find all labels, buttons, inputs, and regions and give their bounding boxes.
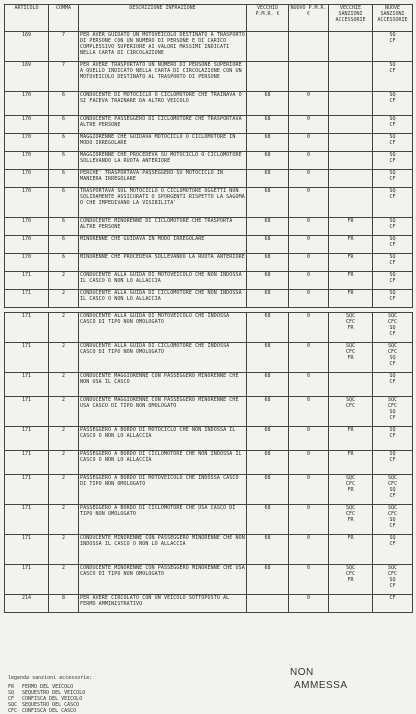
cell-nuove-sanzioni: SQ CF bbox=[373, 188, 413, 218]
cell-nuove-sanzioni: SQ CF bbox=[373, 218, 413, 236]
legend-title: legenda sanzioni accessorie: bbox=[8, 675, 93, 681]
cell-nuove-sanzioni: SQ CF bbox=[373, 92, 413, 116]
legend-code: SQC bbox=[8, 702, 18, 708]
cell-nuovo-pmr: 0 bbox=[289, 595, 329, 613]
cell-nuove-sanzioni: SQ CF bbox=[373, 535, 413, 565]
header-vecchie-sanzioni: VECCHIE SANZIONI ACCESSORIE bbox=[329, 5, 373, 32]
table-row bbox=[5, 32, 413, 62]
cell-descrizione: TRASPORTAVA SUL MOTOCICLO O CICLOMOTORE OGGETTI NON SOLIDAMENTE ASSICURATI O SPORGENTI RISPETTO LA SAGOMA O CHE IMPEDIVANO LA VISIBILITA' bbox=[79, 188, 247, 218]
cell-nuovo-pmr: 0 bbox=[289, 427, 329, 451]
cell-vecchio-pmr: 68 bbox=[247, 218, 289, 236]
cell-comma: 2 bbox=[49, 290, 79, 308]
table-row bbox=[5, 170, 413, 188]
cell-vecchio-pmr: 68 bbox=[247, 313, 289, 343]
cell-vecchio-pmr: 68 bbox=[247, 373, 289, 397]
cell-vecchio-pmr: 68 bbox=[247, 290, 289, 308]
cell-vecchie-sanzioni bbox=[329, 92, 373, 116]
cell-comma: 2 bbox=[49, 373, 79, 397]
cell-vecchie-sanzioni: FR bbox=[329, 236, 373, 254]
cell-vecchie-sanzioni bbox=[329, 62, 373, 92]
cell-comma: 7 bbox=[49, 62, 79, 92]
cell-comma: 6 bbox=[49, 218, 79, 236]
cell-vecchio-pmr: 68 bbox=[247, 565, 289, 595]
cell-nuove-sanzioni: SQC CFC SQ CF bbox=[373, 475, 413, 505]
cell-nuovo-pmr: 0 bbox=[289, 397, 329, 427]
cell-vecchie-sanzioni bbox=[329, 595, 373, 613]
cell-vecchio-pmr: 68 bbox=[247, 152, 289, 170]
cell-articolo: 171 bbox=[5, 475, 49, 505]
cell-nuovo-pmr: 0 bbox=[289, 218, 329, 236]
cell-comma: 2 bbox=[49, 313, 79, 343]
cell-vecchie-sanzioni: FR bbox=[329, 535, 373, 565]
cell-vecchie-sanzioni bbox=[329, 373, 373, 397]
cell-descrizione: CONDUCENTE MINORENNE CON PASSEGGERO MINORENNE CHE NON INDOSSA IL CASCO O NON LO ALLACCIA bbox=[79, 535, 247, 565]
table-body bbox=[5, 32, 413, 613]
infractions-table bbox=[4, 4, 413, 613]
cell-nuove-sanzioni: SQ CF bbox=[373, 427, 413, 451]
cell-nuove-sanzioni: SQ CF bbox=[373, 290, 413, 308]
cell-descrizione: PER AVERE CIRCOLATO CON UN VEICOLO SOTTOPOSTO AL FERMO AMMINISTRATIVO bbox=[79, 595, 247, 613]
cell-descrizione: CONDUCENTE PASSEGGERO DI CICLOMOTORE CHE TRASPORTAVA ALTRE PERSONE bbox=[79, 116, 247, 134]
cell-nuove-sanzioni: SQ CF bbox=[373, 134, 413, 152]
cell-comma: 2 bbox=[49, 451, 79, 475]
cell-comma: 6 bbox=[49, 116, 79, 134]
cell-vecchie-sanzioni bbox=[329, 188, 373, 218]
cell-nuove-sanzioni: SQ CF bbox=[373, 236, 413, 254]
cell-vecchio-pmr: 68 bbox=[247, 343, 289, 373]
table-row bbox=[5, 535, 413, 565]
cell-articolo: 171 bbox=[5, 535, 49, 565]
cell-descrizione: MINORENNE CHE PROCEDEVA SOLLEVANDO LA RUOTA ANTERIORE bbox=[79, 254, 247, 272]
cell-vecchio-pmr: 68 bbox=[247, 254, 289, 272]
non-ammessa-line-2: AMMESSA bbox=[294, 680, 348, 691]
cell-descrizione: MINORENNE CHE GUIDAVA IN MODO IRREGOLARE bbox=[79, 236, 247, 254]
cell-articolo: 171 bbox=[5, 290, 49, 308]
cell-nuove-sanzioni: SQC CFC SQ CF bbox=[373, 505, 413, 535]
cell-nuove-sanzioni: SQC CFC SQ CF bbox=[373, 397, 413, 427]
cell-descrizione: PASSEGGERO A BORDO DI CICLOMOTORE CHE NON INDOSSA IL CASCO O NON LO ALLACCIA bbox=[79, 451, 247, 475]
cell-nuovo-pmr: 0 bbox=[289, 236, 329, 254]
table-row bbox=[5, 397, 413, 427]
table-row bbox=[5, 565, 413, 595]
cell-vecchio-pmr bbox=[247, 62, 289, 92]
table-row bbox=[5, 451, 413, 475]
header-descrizione: DESCRIZIONE INFRAZIONE bbox=[79, 5, 247, 32]
cell-articolo: 171 bbox=[5, 427, 49, 451]
cell-articolo: 170 bbox=[5, 188, 49, 218]
cell-nuove-sanzioni: SQ CF bbox=[373, 451, 413, 475]
cell-articolo: 170 bbox=[5, 236, 49, 254]
header-articolo: ARTICOLO bbox=[5, 5, 49, 32]
cell-vecchio-pmr: 68 bbox=[247, 188, 289, 218]
cell-descrizione: CONDUCENTE MAGGIORENNE CON PASSEGGERO MINORENNE CHE NON USA IL CASCO bbox=[79, 373, 247, 397]
cell-nuove-sanzioni: SQ CF bbox=[373, 373, 413, 397]
cell-articolo: 170 bbox=[5, 218, 49, 236]
cell-descrizione: PER AVERE TRASPORTATO UN NUMERO DI PERSONE SUPERIORE A QUELLO INDICATO NELLA CARTA DI CIRCOLAZIONE CON UN MOTOVEICOLO DESTINATO AL TRASPORTO DI PERSONE bbox=[79, 62, 247, 92]
cell-articolo: 214 bbox=[5, 595, 49, 613]
table-row bbox=[5, 152, 413, 170]
cell-vecchio-pmr: 68 bbox=[247, 92, 289, 116]
cell-nuovo-pmr: 0 bbox=[289, 254, 329, 272]
cell-nuovo-pmr: 0 bbox=[289, 373, 329, 397]
cell-vecchie-sanzioni bbox=[329, 170, 373, 188]
cell-nuove-sanzioni: CF bbox=[373, 595, 413, 613]
table-row bbox=[5, 116, 413, 134]
cell-comma: 8 bbox=[49, 595, 79, 613]
cell-nuovo-pmr: 0 bbox=[289, 313, 329, 343]
cell-comma: 6 bbox=[49, 170, 79, 188]
table-row bbox=[5, 62, 413, 92]
cell-comma: 6 bbox=[49, 236, 79, 254]
legend-code: CFC bbox=[8, 708, 18, 714]
table-row bbox=[5, 373, 413, 397]
cell-vecchio-pmr bbox=[247, 595, 289, 613]
cell-descrizione: PER AVER GUIDATO UN MOTOVEICOLO DESTINATO A TRASPORTO DI PERSONE CON UN NUMERO DI PERSONE E DI CARICO COMPLESSIVO SUPERIORE AI VALORI MASSIMI INDICATI NELLA CARTA DI CIRCOLAZIONE bbox=[79, 32, 247, 62]
cell-articolo: 169 bbox=[5, 32, 49, 62]
header-comma: COMMA bbox=[49, 5, 79, 32]
cell-nuove-sanzioni: SQC CFC SQ CF bbox=[373, 313, 413, 343]
cell-descrizione: PERCHE' TRASPORTAVA PASSEGGERO SU MOTOCICLO IN MANIERA IRREGOLARE bbox=[79, 170, 247, 188]
cell-descrizione: CONDUCENTE ALLA GUIDA DI CICLOMOTORE CHE INDOSSA CASCO DI TIPO NON OMOLOGATO bbox=[79, 343, 247, 373]
cell-nuovo-pmr: 0 bbox=[289, 505, 329, 535]
non-ammessa-note bbox=[290, 666, 348, 692]
legend-text: SEQUESTRO DEL CASCO bbox=[22, 702, 80, 708]
cell-comma: 6 bbox=[49, 134, 79, 152]
table-row bbox=[5, 290, 413, 308]
cell-descrizione: CONDUCENTE ALLA GUIDA DI MOTOVEICOLO CHE NON INDOSSA IL CASCO O NON LO ALLACCIA bbox=[79, 272, 247, 290]
cell-articolo: 170 bbox=[5, 92, 49, 116]
cell-articolo: 170 bbox=[5, 116, 49, 134]
cell-vecchie-sanzioni bbox=[329, 152, 373, 170]
cell-articolo: 170 bbox=[5, 254, 49, 272]
table-row bbox=[5, 313, 413, 343]
cell-descrizione: CONDUCENTE DI MOTOCICLO O CICLOMOTORE CHE TRAINAVA O SI FACEVA TRAINARE DA ALTRO VEICOLO bbox=[79, 92, 247, 116]
legend-text: CONFISCA DEL VEICOLO bbox=[22, 696, 83, 702]
cell-vecchio-pmr: 68 bbox=[247, 170, 289, 188]
cell-nuove-sanzioni: SQ CF bbox=[373, 170, 413, 188]
cell-nuovo-pmr: 0 bbox=[289, 92, 329, 116]
legend bbox=[8, 675, 248, 714]
cell-vecchio-pmr: 68 bbox=[247, 116, 289, 134]
cell-descrizione: CONDUCENTE ALLA GUIDA DI CICLOMOTORE CHE NON INDOSSA IL CASCO O NON LO ALLACCIA bbox=[79, 290, 247, 308]
cell-descrizione: CONDUCENTE MINORENNE DI CICLOMOTORE CHE TRASPORTA ALTRE PERSONE bbox=[79, 218, 247, 236]
cell-articolo: 171 bbox=[5, 343, 49, 373]
cell-nuove-sanzioni: SQC CFC SQ CF bbox=[373, 565, 413, 595]
cell-nuovo-pmr: 0 bbox=[289, 475, 329, 505]
cell-vecchio-pmr: 68 bbox=[247, 451, 289, 475]
cell-articolo: 170 bbox=[5, 170, 49, 188]
cell-vecchie-sanzioni: SQC CFC FR bbox=[329, 505, 373, 535]
cell-vecchio-pmr: 68 bbox=[247, 535, 289, 565]
cell-vecchie-sanzioni bbox=[329, 134, 373, 152]
cell-nuovo-pmr: 0 bbox=[289, 451, 329, 475]
cell-vecchie-sanzioni: FR bbox=[329, 427, 373, 451]
cell-vecchie-sanzioni: SQC CFC FR bbox=[329, 313, 373, 343]
cell-nuove-sanzioni: SQ CF bbox=[373, 62, 413, 92]
cell-vecchie-sanzioni: SQC CFC FR bbox=[329, 565, 373, 595]
cell-comma: 2 bbox=[49, 397, 79, 427]
cell-articolo: 169 bbox=[5, 62, 49, 92]
cell-vecchio-pmr: 68 bbox=[247, 475, 289, 505]
cell-comma: 2 bbox=[49, 565, 79, 595]
cell-nuove-sanzioni: SQ CF bbox=[373, 254, 413, 272]
cell-comma: 6 bbox=[49, 152, 79, 170]
cell-comma: 2 bbox=[49, 343, 79, 373]
legend-text: FERMO DEL VEICOLO bbox=[22, 684, 74, 690]
table-row bbox=[5, 427, 413, 451]
table-row bbox=[5, 254, 413, 272]
cell-vecchie-sanzioni: FR bbox=[329, 218, 373, 236]
cell-descrizione: PASSEGGERO A BORDO DI MOTOVEICOLO CHE INDOSSA CASCO DI TIPO NON OMOLOGATO bbox=[79, 475, 247, 505]
cell-nuovo-pmr: 0 bbox=[289, 535, 329, 565]
cell-comma: 2 bbox=[49, 505, 79, 535]
cell-vecchio-pmr: 68 bbox=[247, 427, 289, 451]
cell-descrizione: MAGGIORENNE CHE PROCEDEVA SU MOTOCICLO O CICLOMOTORE SOLLEVANDO LA RUOTA ANTERIORE bbox=[79, 152, 247, 170]
infractions-table-container bbox=[4, 4, 412, 613]
header-nuove-sanzioni: NUOVE SANZIONI ACCESSORIE bbox=[373, 5, 413, 32]
cell-descrizione: CONDUCENTE ALLA GUIDA DI MOTOVEICOLO CHE INDOSSA CASCO DI TIPO NON OMOLOGATO bbox=[79, 313, 247, 343]
cell-vecchio-pmr bbox=[247, 32, 289, 62]
cell-vecchie-sanzioni bbox=[329, 116, 373, 134]
cell-vecchio-pmr: 68 bbox=[247, 505, 289, 535]
cell-comma: 2 bbox=[49, 427, 79, 451]
non-ammessa-line-1: NON bbox=[290, 667, 314, 678]
cell-vecchio-pmr: 68 bbox=[247, 236, 289, 254]
cell-articolo: 170 bbox=[5, 134, 49, 152]
cell-articolo: 171 bbox=[5, 565, 49, 595]
cell-vecchie-sanzioni: SQC CFC FR bbox=[329, 343, 373, 373]
cell-articolo: 171 bbox=[5, 451, 49, 475]
cell-descrizione: CONDUCENTE MAGGIORENNE CON PASSEGGERO MINORENNE CHE USA CASCO DI TIPO NON OMOLOGATO bbox=[79, 397, 247, 427]
header-vecchio-pmr: VECCHIO P.M.R. € bbox=[247, 5, 289, 32]
cell-articolo: 171 bbox=[5, 272, 49, 290]
table-header-row bbox=[5, 5, 413, 32]
cell-articolo: 171 bbox=[5, 505, 49, 535]
cell-comma: 2 bbox=[49, 475, 79, 505]
cell-comma: 2 bbox=[49, 272, 79, 290]
legend-text: SEQUESTRO DEL VEICOLO bbox=[22, 690, 86, 696]
cell-descrizione: CONDUCENTE MINORENNE CON PASSEGGERO MINORENNE CHE USA CASCO DI TIPO NON OMOLOGATO bbox=[79, 565, 247, 595]
cell-nuovo-pmr: 0 bbox=[289, 116, 329, 134]
legend-code: CF bbox=[8, 696, 15, 702]
table-row bbox=[5, 595, 413, 613]
cell-comma: 6 bbox=[49, 92, 79, 116]
cell-vecchie-sanzioni bbox=[329, 32, 373, 62]
cell-nuove-sanzioni: SQ CF bbox=[373, 116, 413, 134]
cell-articolo: 170 bbox=[5, 152, 49, 170]
cell-nuovo-pmr: 0 bbox=[289, 565, 329, 595]
cell-comma: 6 bbox=[49, 254, 79, 272]
cell-vecchie-sanzioni: FR bbox=[329, 451, 373, 475]
cell-descrizione: PASSEGGERO A BORDO DI MOTOCICLO CHE NON INDOSSA IL CASCO O NON LO ALLACCIA bbox=[79, 427, 247, 451]
legend-text: CONFISCA DEL CASCO bbox=[22, 708, 77, 714]
legend-code: FR bbox=[8, 684, 15, 690]
cell-descrizione: MAGGIORENNE CHE GUIDAVA MOTOCICLO O CICLOMOTORE IN MODO IRREGOLARE bbox=[79, 134, 247, 152]
cell-vecchie-sanzioni: FR bbox=[329, 272, 373, 290]
legend-items bbox=[8, 684, 248, 714]
cell-articolo: 171 bbox=[5, 373, 49, 397]
table-row bbox=[5, 343, 413, 373]
table-row bbox=[5, 134, 413, 152]
cell-nuove-sanzioni: SQ CF bbox=[373, 32, 413, 62]
cell-articolo: 171 bbox=[5, 313, 49, 343]
cell-nuovo-pmr: 0 bbox=[289, 170, 329, 188]
cell-nuove-sanzioni: SQC CFC SQ CF bbox=[373, 343, 413, 373]
cell-nuove-sanzioni: SQ CF bbox=[373, 152, 413, 170]
table-row bbox=[5, 218, 413, 236]
cell-comma: 7 bbox=[49, 32, 79, 62]
cell-comma: 6 bbox=[49, 188, 79, 218]
cell-vecchie-sanzioni: SQC CFC FR bbox=[329, 475, 373, 505]
cell-nuovo-pmr: 0 bbox=[289, 272, 329, 290]
cell-nuovo-pmr bbox=[289, 62, 329, 92]
table-row bbox=[5, 236, 413, 254]
cell-nuovo-pmr: 0 bbox=[289, 152, 329, 170]
cell-nuovo-pmr bbox=[289, 32, 329, 62]
header-nuovo-pmr: NUOVO P.M.R. € bbox=[289, 5, 329, 32]
table-row bbox=[5, 475, 413, 505]
cell-vecchie-sanzioni: FR bbox=[329, 254, 373, 272]
legend-code: SQ bbox=[8, 690, 15, 696]
cell-vecchio-pmr: 68 bbox=[247, 134, 289, 152]
cell-vecchio-pmr: 68 bbox=[247, 272, 289, 290]
cell-descrizione: PASSEGGERO A BORDO DI CICLOMOTORE CHE USA CASCO DI TIPO NON OMOLOGATO bbox=[79, 505, 247, 535]
table-row bbox=[5, 272, 413, 290]
cell-vecchio-pmr: 68 bbox=[247, 397, 289, 427]
cell-nuove-sanzioni: SQ CF bbox=[373, 272, 413, 290]
cell-vecchie-sanzioni: SQC CFC bbox=[329, 397, 373, 427]
cell-nuovo-pmr: 0 bbox=[289, 343, 329, 373]
cell-articolo: 171 bbox=[5, 397, 49, 427]
cell-vecchie-sanzioni: FR bbox=[329, 290, 373, 308]
table-row bbox=[5, 505, 413, 535]
cell-comma: 2 bbox=[49, 535, 79, 565]
cell-nuovo-pmr: 0 bbox=[289, 188, 329, 218]
table-row bbox=[5, 92, 413, 116]
table-row bbox=[5, 188, 413, 218]
cell-nuovo-pmr: 0 bbox=[289, 290, 329, 308]
cell-nuovo-pmr: 0 bbox=[289, 134, 329, 152]
